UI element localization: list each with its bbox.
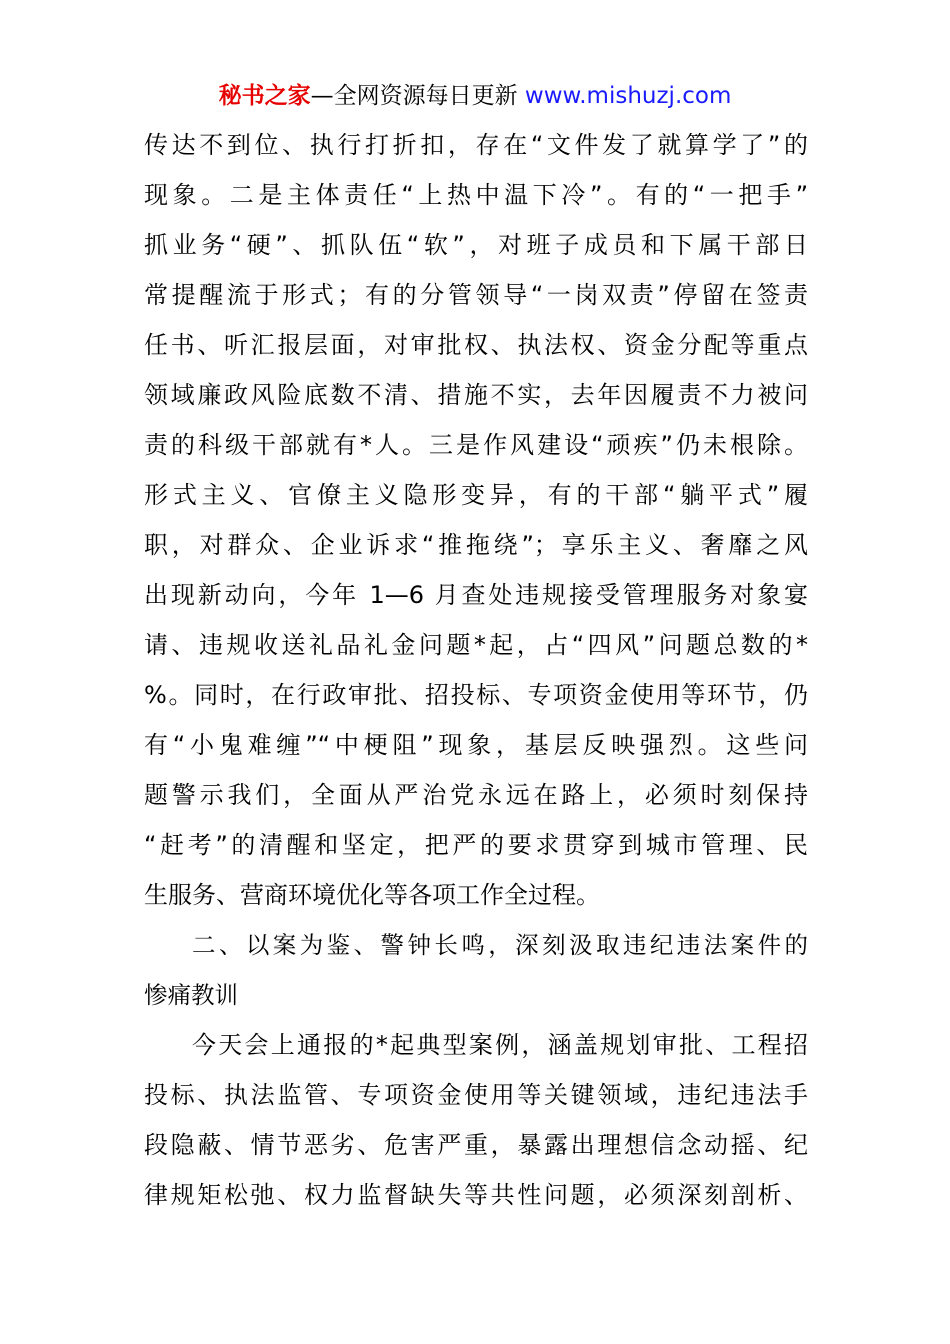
text-line: 今天会上通报的*起典型案例，涵盖规划审批、工程招	[192, 1031, 808, 1059]
text-line: 常提醒流于形式；有的分管领导“一岗双责”停留在签责	[144, 281, 808, 309]
text-line: 领域廉政风险底数不清、措施不实，去年因履责不力被问	[144, 381, 808, 409]
page-header	[0, 80, 950, 112]
text-line: %。同时，在行政审批、招投标、专项资金使用等环节，仍	[144, 681, 808, 709]
site-url-link[interactable]: www.mishuzj.com	[524, 83, 732, 109]
text-line: 出现新动向，今年 1—6 月查处违规接受管理服务对象宴	[144, 581, 808, 609]
section-heading: 二、以案为鉴、警钟长鸣，深刻汲取违纪违法案件的	[192, 931, 808, 959]
text-line: 段隐蔽、情节恶劣、危害严重，暴露出理想信念动摇、纪	[144, 1131, 808, 1159]
text-line: “赶考”的清醒和坚定，把严的要求贯穿到城市管理、民	[144, 831, 808, 859]
text-line: 题警示我们，全面从严治党永远在路上，必须时刻保持	[144, 781, 808, 809]
text-line: 责的科级干部就有*人。三是作风建设“顽疾”仍未根除。	[144, 431, 808, 459]
brand-name: 秘书之家	[218, 83, 311, 109]
text-line: 任书、听汇报层面，对审批权、执法权、资金分配等重点	[144, 331, 808, 359]
text-line: 律规矩松弛、权力监督缺失等共性问题，必须深刻剖析、	[144, 1181, 808, 1209]
text-line: 有“小鬼难缠”“中梗阻”现象，基层反映强烈。这些问	[144, 731, 808, 759]
text-line: 现象。二是主体责任“上热中温下冷”。有的“一把手”	[144, 181, 808, 209]
text-line: 职，对群众、企业诉求“推拖绕”；享乐主义、奢靡之风	[144, 531, 808, 559]
section-heading-continued: 惨痛教训	[144, 981, 238, 1009]
text-line: 请、违规收送礼品礼金问题*起，占“四风”问题总数的*	[144, 631, 808, 659]
header-tagline: —全网资源每日更新	[310, 83, 525, 109]
document-body	[144, 120, 808, 1220]
text-line: 传达不到位、执行打折扣，存在“文件发了就算学了”的	[144, 131, 808, 159]
text-line: 生服务、营商环境优化等各项工作全过程。	[144, 881, 600, 909]
text-line: 形式主义、官僚主义隐形变异，有的干部“躺平式”履	[144, 481, 808, 509]
text-line: 抓业务“硬”、抓队伍“软”，对班子成员和下属干部日	[144, 231, 808, 259]
text-line: 投标、执法监管、专项资金使用等关键领域，违纪违法手	[144, 1081, 808, 1109]
